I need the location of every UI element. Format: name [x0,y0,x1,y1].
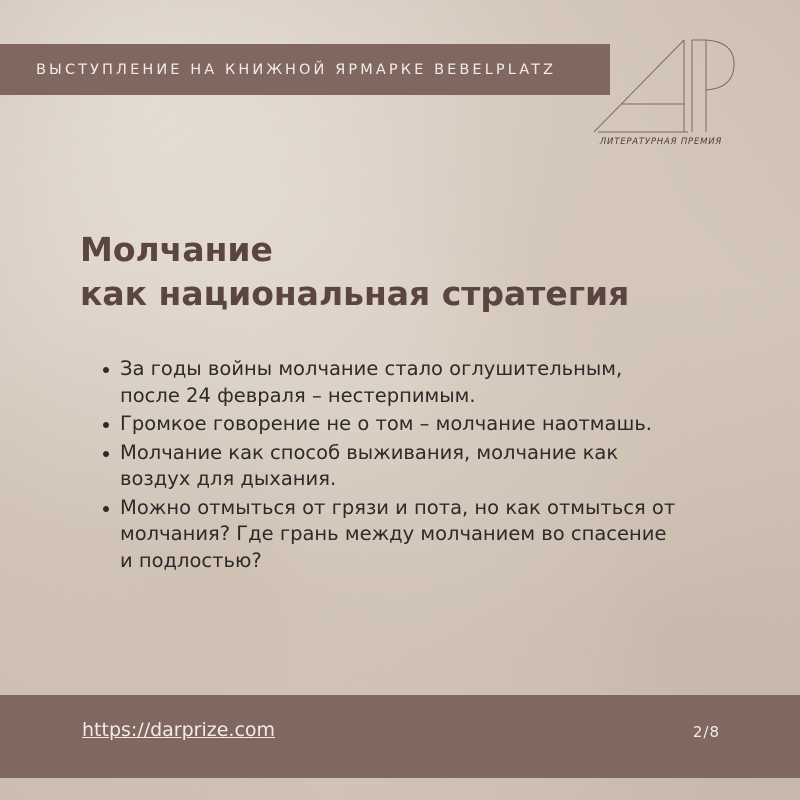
bullet-line: воздух для дыхания. [120,467,337,490]
bullet-line: Громкое говорение не о том – молчание наотмашь. [120,412,653,435]
bullet-line: Молчание как способ выживания, молчание как [120,440,619,464]
list-item [120,440,740,493]
list-item [120,356,740,409]
bullet-line: после 24 февраля – нестерпимым. [120,383,476,407]
logo-caption: ЛИТЕРАТУРНАЯ ПРЕМИЯ [599,137,723,147]
bullet-line: и подлостью? [120,548,262,572]
page-indicator: 2/8 [692,723,720,741]
prize-logo [584,32,744,157]
list-item [120,495,740,575]
bullet-line: За годы войны молчание стало оглушительным, [120,357,623,380]
top-banner [0,44,610,95]
list-item [120,411,740,438]
event-title: ВЫСТУПЛЕНИЕ НА КНИЖНОЙ ЯРМАРКЕ BEBELPLATZ [36,61,557,78]
bullet-list [120,356,740,576]
title-line-1: Молчание [80,230,273,269]
footer-banner [0,695,800,778]
title-line-2: как национальная стратегия [80,274,630,313]
bullet-line: Можно отмыться от грязи и пота, но как отмыться от [120,495,676,519]
page-title [80,228,629,316]
bullet-line: молчания? Где грань между молчанием во спасение [120,522,667,545]
website-link[interactable]: https://darprize.com [82,719,276,741]
dar-monogram-icon [584,32,744,142]
